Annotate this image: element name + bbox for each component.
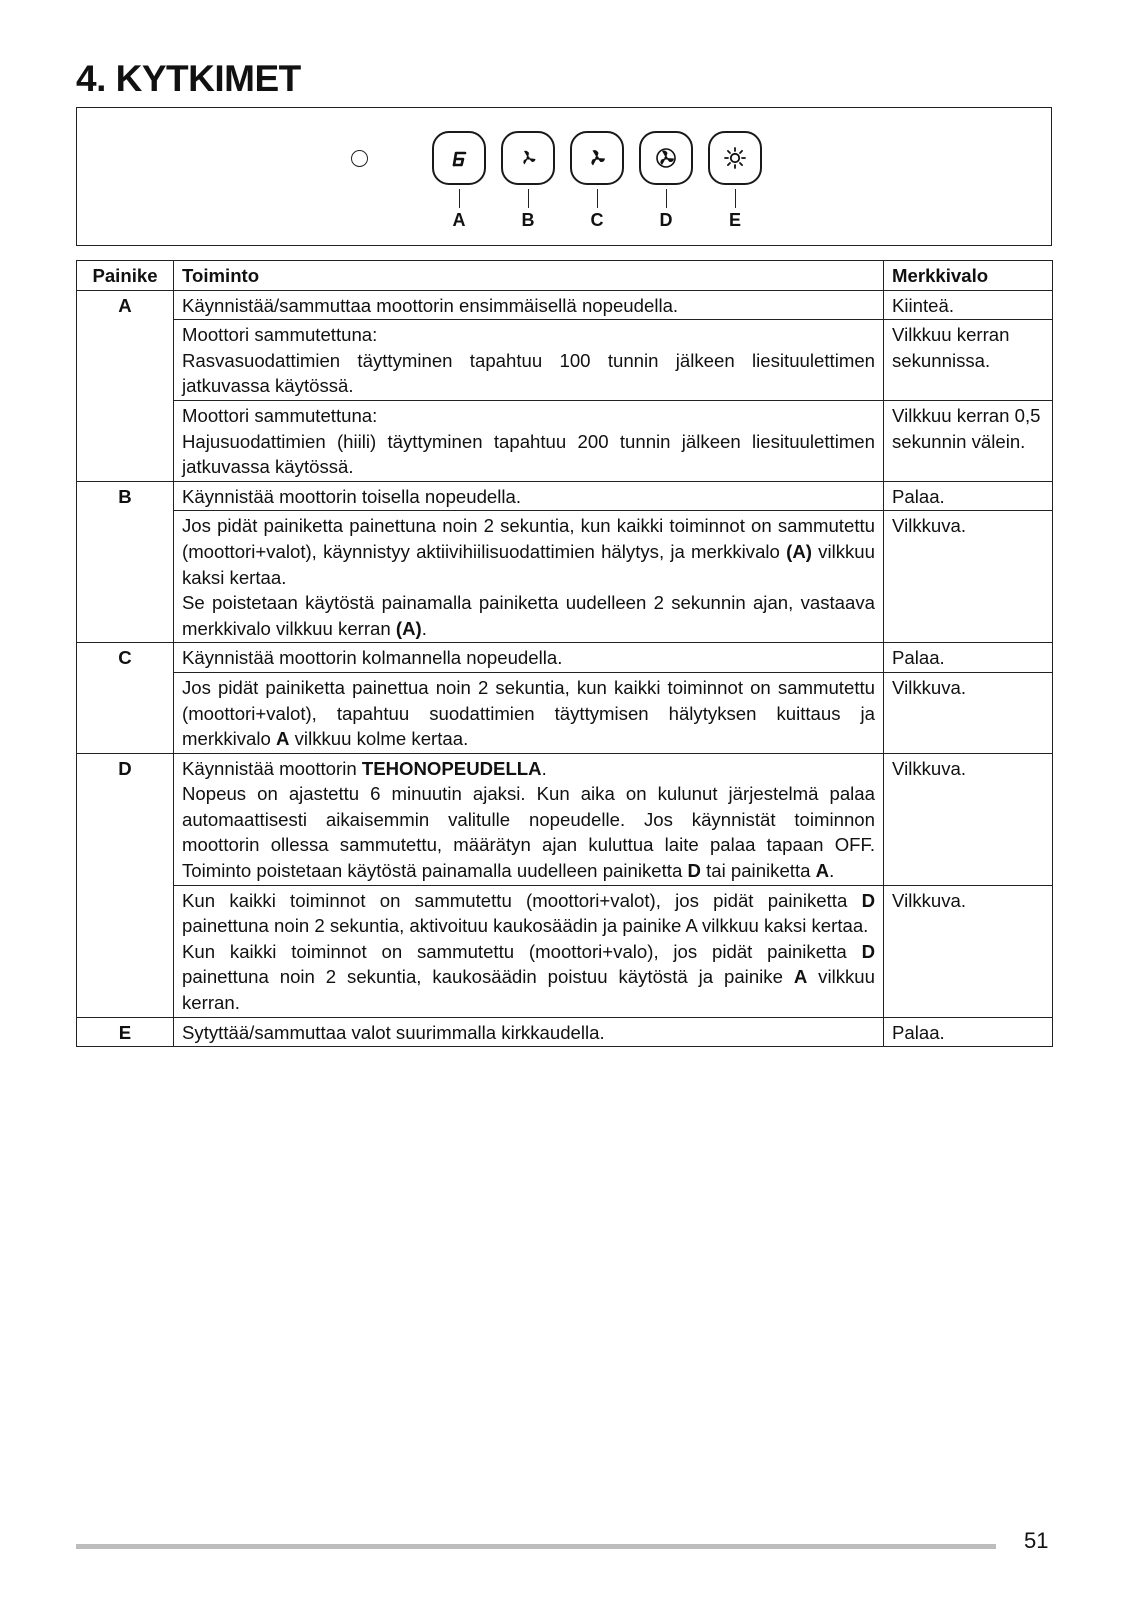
control-panel-diagram (76, 107, 1052, 246)
function-cell (174, 320, 884, 401)
function-paragraph: Käynnistää/sammuttaa moottorin ensimmäisellä nopeudella. (182, 294, 679, 316)
light-icon (722, 145, 748, 171)
button-key-cell: A (77, 290, 174, 320)
function-paragraph: Rasvasuodattimien täyttyminen tapahtuu 100 tunnin jälkeen liesituulettimen jatkuvassa käytössä. (182, 349, 875, 397)
table-row (77, 511, 1053, 643)
button-key-cell: B (77, 481, 174, 511)
function-paragraph: Se poistetaan käytöstä painamalla painiketta uudelleen 2 sekunnin ajan, vastaava merkkivalo vilkkuu kerran (A). (182, 592, 875, 639)
table-row (77, 885, 1053, 1017)
indicator-cell: Vilkkuva. (884, 511, 1053, 643)
function-cell (174, 885, 884, 1017)
table-header-row (77, 261, 1053, 291)
function-paragraph: Kun kaikki toiminnot on sammutettu (moottori+valot), jos pidät painiketta D painettuna noin 2 sekuntia, aktivoituu kaukosäädin ja painike A vilkkuu kaksi kertaa. (182, 889, 875, 937)
button-key-cell: D (77, 753, 174, 885)
page-title: 4. KYTKIMET (76, 58, 301, 99)
indicator-cell: Vilkkuu kerran sekunnissa. (884, 320, 1053, 401)
table-row (77, 290, 1053, 320)
button-b[interactable] (501, 131, 555, 185)
indicator-cell: Kiinteä. (884, 290, 1053, 320)
table-row (77, 1017, 1053, 1047)
function-paragraph: Nopeus on ajastettu 6 minuutin ajaksi. Kun aika on kulunut järjestelmä palaa automaattisesti aikaisemmin valitulle nopeudelle. Jos käynnistät toiminnon moottorin ollessa sammutettu, määrätyn ajan kuluttua laite palaa tapaan OFF. Toiminto poistetaan käytöstä painamalla uudelleen painiketta D tai painiketta A. (182, 783, 875, 882)
function-paragraph: Käynnistää moottorin TEHONOPEUDELLA. (182, 757, 547, 779)
button-d[interactable] (639, 131, 693, 185)
function-paragraph: Moottori sammutettuna: (182, 404, 378, 426)
button-label-c: C (590, 210, 604, 230)
table-row (77, 481, 1053, 511)
callout-line-b (528, 189, 529, 208)
function-cell (174, 643, 884, 673)
callout-line-d (666, 189, 667, 208)
function-paragraph: Moottori sammutettuna: (182, 324, 378, 346)
function-paragraph: Kun kaikki toiminnot on sammutettu (moottori+valo), jos pidät painiketta D painettuna noin 2 sekuntia, kaukosäädin poistuu käytöstä ja painike A vilkkuu kerran. (182, 940, 875, 1014)
fan-boost-icon (653, 145, 679, 171)
indicator-cell: Palaa. (884, 481, 1053, 511)
header-indicator: Merkkivalo (884, 261, 1053, 291)
table-row (77, 400, 1053, 481)
function-paragraph: Käynnistää moottorin toisella nopeudella. (182, 485, 522, 507)
function-cell (174, 400, 884, 481)
callout-line-a (459, 189, 460, 208)
button-label-a: A (452, 210, 466, 230)
button-key-cell: C (77, 643, 174, 673)
function-cell (174, 1017, 884, 1047)
function-table (76, 260, 1053, 1047)
indicator-cell: Palaa. (884, 1017, 1053, 1047)
callout-line-e (735, 189, 736, 208)
function-paragraph: Jos pidät painiketta painettuna noin 2 sekuntia, kun kaikki toiminnot on sammutettu (moottori+valot), käynnistyy aktiivihiilisuodattimien hälytys, ja merkkivalo (A) vilkkuu kaksi kertaa. (182, 515, 875, 588)
function-cell (174, 753, 884, 885)
page-number: 51 (1024, 1528, 1049, 1553)
fan-speed-2-icon (584, 145, 610, 171)
button-key-cell (77, 672, 174, 753)
function-paragraph: Jos pidät painiketta painettua noin 2 sekuntia, kun kaikki toiminnot on sammutettu (moottori+valot), tapahtuu suodattimien täyttymisen hälytyksen kuittaus ja merkkivalo A vilkkuu kolme kertaa. (182, 676, 875, 750)
function-cell (174, 290, 884, 320)
button-key-cell: E (77, 1017, 174, 1047)
function-cell (174, 672, 884, 753)
indicator-cell: Vilkkuva. (884, 753, 1053, 885)
function-cell (174, 481, 884, 511)
footer-divider (76, 1544, 996, 1549)
fan-speed-1-icon (515, 145, 541, 171)
button-c[interactable] (570, 131, 624, 185)
button-key-cell (77, 400, 174, 481)
indicator-cell: Vilkkuu kerran 0,5 sekunnin välein. (884, 400, 1053, 481)
button-label-b: B (521, 210, 535, 230)
button-a[interactable] (432, 131, 486, 185)
function-paragraph: Käynnistää moottorin kolmannella nopeudella. (182, 647, 563, 669)
indicator-cell: Vilkkuva. (884, 672, 1053, 753)
table-row (77, 753, 1053, 885)
header-button: Painike (77, 261, 174, 291)
callout-line-c (597, 189, 598, 208)
grease-filter-icon (446, 145, 472, 171)
header-function: Toiminto (174, 261, 884, 291)
indicator-light (351, 150, 368, 167)
button-key-cell (77, 511, 174, 643)
button-e[interactable] (708, 131, 762, 185)
button-key-cell (77, 885, 174, 1017)
indicator-cell: Palaa. (884, 643, 1053, 673)
button-key-cell (77, 320, 174, 401)
function-cell (174, 511, 884, 643)
table-row (77, 643, 1053, 673)
table-row (77, 672, 1053, 753)
function-paragraph: Sytyttää/sammuttaa valot suurimmalla kirkkaudella. (182, 1021, 605, 1043)
button-label-e: E (728, 210, 741, 230)
table-row (77, 320, 1053, 401)
indicator-cell: Vilkkuva. (884, 885, 1053, 1017)
button-label-d: D (659, 210, 673, 230)
function-paragraph: Hajusuodattimien (hiili) täyttyminen tapahtuu 200 tunnin jälkeen liesituulettimen jatkuvassa käytössä. (182, 430, 875, 478)
